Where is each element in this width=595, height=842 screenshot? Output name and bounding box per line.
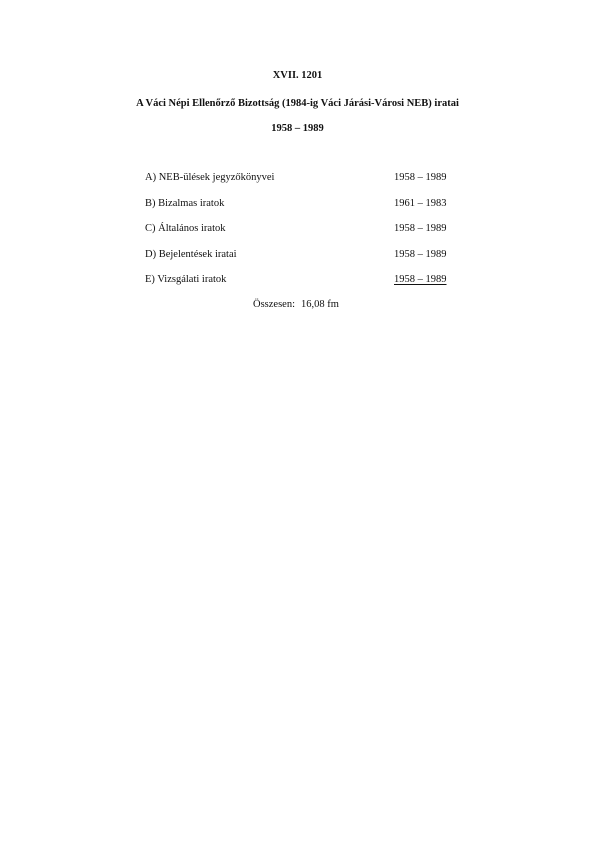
series-dates: 1958 – 1989 — [394, 172, 447, 183]
fond-date-range: 1958 – 1989 — [271, 123, 324, 134]
series-dates: 1958 – 1989 — [394, 248, 447, 260]
series-list — [145, 172, 465, 300]
series-label: C) Általános iratok — [145, 223, 226, 234]
series-dates: 1958 – 1989 — [394, 223, 447, 234]
series-row — [145, 274, 465, 300]
series-label: E) Vizsgálati iratok — [145, 274, 227, 285]
series-label: B) Bizalmas iratok — [145, 197, 225, 209]
series-dates: 1961 – 1983 — [394, 197, 447, 209]
total-line — [253, 299, 339, 311]
total-value: 16,08 fm — [301, 299, 339, 310]
series-row — [145, 249, 465, 275]
series-label: D) Bejelentések iratai — [145, 248, 237, 260]
fond-code: XVII. 1201 — [272, 70, 323, 81]
series-label: A) NEB-ülések jegyzőkönyvei — [145, 172, 275, 183]
series-row — [145, 223, 465, 249]
series-row — [145, 172, 465, 198]
series-dates: 1958 – 1989 — [394, 274, 447, 285]
total-label: Összesen: — [253, 299, 295, 310]
fond-title: A Váci Népi Ellenőrző Bizottság (1984-ig Váci Járási-Városi NEB) iratai — [136, 98, 459, 109]
series-row — [145, 198, 465, 224]
